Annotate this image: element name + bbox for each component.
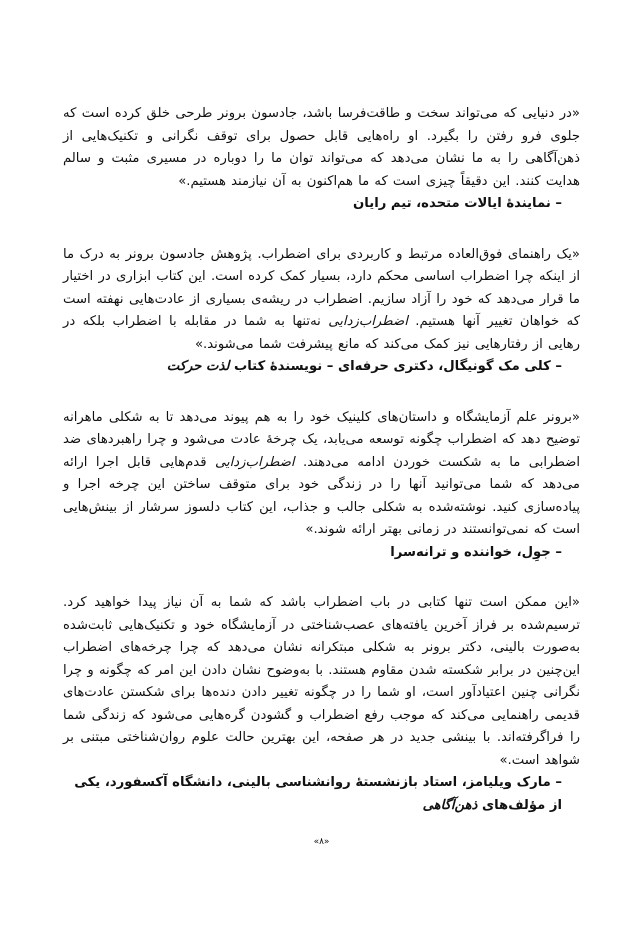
praise-quote-block-3	[63, 407, 580, 565]
quote-text: قدم‌هایی قابل اجرا ارائه می‌دهد که شما می‌توانید آنها را در زندگی خود برای متوقف ساختن این چرخه اجرا و پیاده‌سازی کنید. نوشته‌شده به شکلی جالب و جذاب، این کتاب دلسوز سرشار از بینش‌هایی است که نمی‌توانستند در زمانی بهتر ارائه شوند.»	[63, 454, 580, 537]
quote-text: «یک راهنمای فوق‌العاده مرتبط و کاربردی برای اضطراب. پژوهش جادسون برونر به درک ما از اینکه چرا اضطراب اساسی محکم دارد، بسیار کمک کرده است. این کتاب ابزاری در اختیار ما قرار می‌دهد که خود را آزاد سازیم. اضطراب در ریشه‌ی بسیاری از عادت‌هایی نهفته است که خواهان تغییر آنها هستیم.	[63, 246, 580, 329]
quote-attribution	[63, 772, 580, 817]
quote-paragraph	[63, 407, 580, 542]
quote-paragraph	[63, 244, 580, 357]
quote-text: نه‌تنها به شما در مقابله با اضطراب بلکه در رهایی از رفتارهایی نیز کمک می‌کند که مانع پیشرفت شما می‌شوند.»	[63, 314, 580, 352]
praise-quote-block-1	[63, 103, 580, 216]
attribution-text: – جوِل، خواننده و ترانه‌سرا	[390, 544, 562, 560]
book-title-italic: اضطراب‌زدایی	[328, 314, 408, 329]
book-title-italic: ذهن‌آگاهی	[422, 797, 478, 813]
attribution-text: – کلی مک گونیگال، دکتری حرفه‌ای – نویسندهٔ کتاب	[229, 359, 562, 374]
quote-text: «برونر علم آزمایشگاه و داستان‌های کلینیک خود را به هم پیوند می‌دهد تا به شکلی ماهرانه توضیح دهد که اضطراب چگونه توسعه می‌یابد، یک چرخهٔ عادت می‌شود و چرا راهبردهای ضد اضطرابی ما به شکست خوردن ادامه می‌دهند.	[63, 409, 581, 470]
quote-paragraph	[63, 103, 580, 193]
quote-attribution	[63, 542, 580, 565]
quote-attribution	[63, 193, 580, 216]
quote-attribution	[63, 356, 580, 379]
page-number: «۸»	[313, 837, 330, 847]
attribution-text: – مارک ویلیامز، استاد بازنشستهٔ روانشناسی بالینی، دانشگاه آکسفورد، یکی از مؤلف‌های	[74, 775, 562, 813]
praise-quote-block-2	[63, 244, 580, 379]
book-title-italic: لذت حرکت	[166, 359, 230, 374]
praise-quote-block-4	[63, 592, 580, 817]
quote-text: «این ممکن است تنها کتابی در باب اضطراب باشد که شما به آن نیاز پیدا خواهید کرد. ترسیم‌شده بر فراز آخرین یافته‌های عصب‌شناختی در آزمایشگاه خود و تکنیک‌هایی ثابت‌شده به‌صورت بالینی، دکتر برونر به شکلی مبتکرانه نشان می‌دهد که چرا چرخه‌های اضطراب این‌چنین در برابر شکسته شدن مقاوم هستند. با به‌وضوح نشان دادن این امر که چگونه و چرا نگرانی چنین اعتیادآور است، او شما را در چگونه تغییر دادن دنده‌ها برای شکستن عادت‌های قدیمی راهنمایی می‌کند که موجب رفع اضطراب و گشودن گره‌هایی می‌شود که زندگی شما را فراگرفته‌اند. با بینشی جدید در هر صفحه، این بهترین حالت علوم روان‌شناختی مبتنی بر شواهد است.»	[63, 595, 580, 768]
book-title-italic: اضطراب‌زدایی	[214, 454, 295, 470]
attribution-text: – نمایندهٔ ایالات متحده، تیم رایان	[353, 196, 562, 211]
quote-text: «در دنیایی که می‌تواند سخت و طاقت‌فرسا باشد، جادسون برونر طرحی خلق کرده است که جلوی فرو رفتن را بگیرد. او راه‌هایی قابل حصول برای توقف نگرانی و تکنیک‌هایی از ذهن‌آگاهی را به ما نشان می‌دهد که می‌تواند توان ما را دوباره در مسیری مثبت و سالم هدایت کنند. این دقیقاً چیزی است که ما هم‌اکنون به آن نیازمند هستیم.»	[63, 106, 580, 189]
quote-paragraph	[63, 592, 580, 772]
book-page-content	[63, 103, 580, 845]
